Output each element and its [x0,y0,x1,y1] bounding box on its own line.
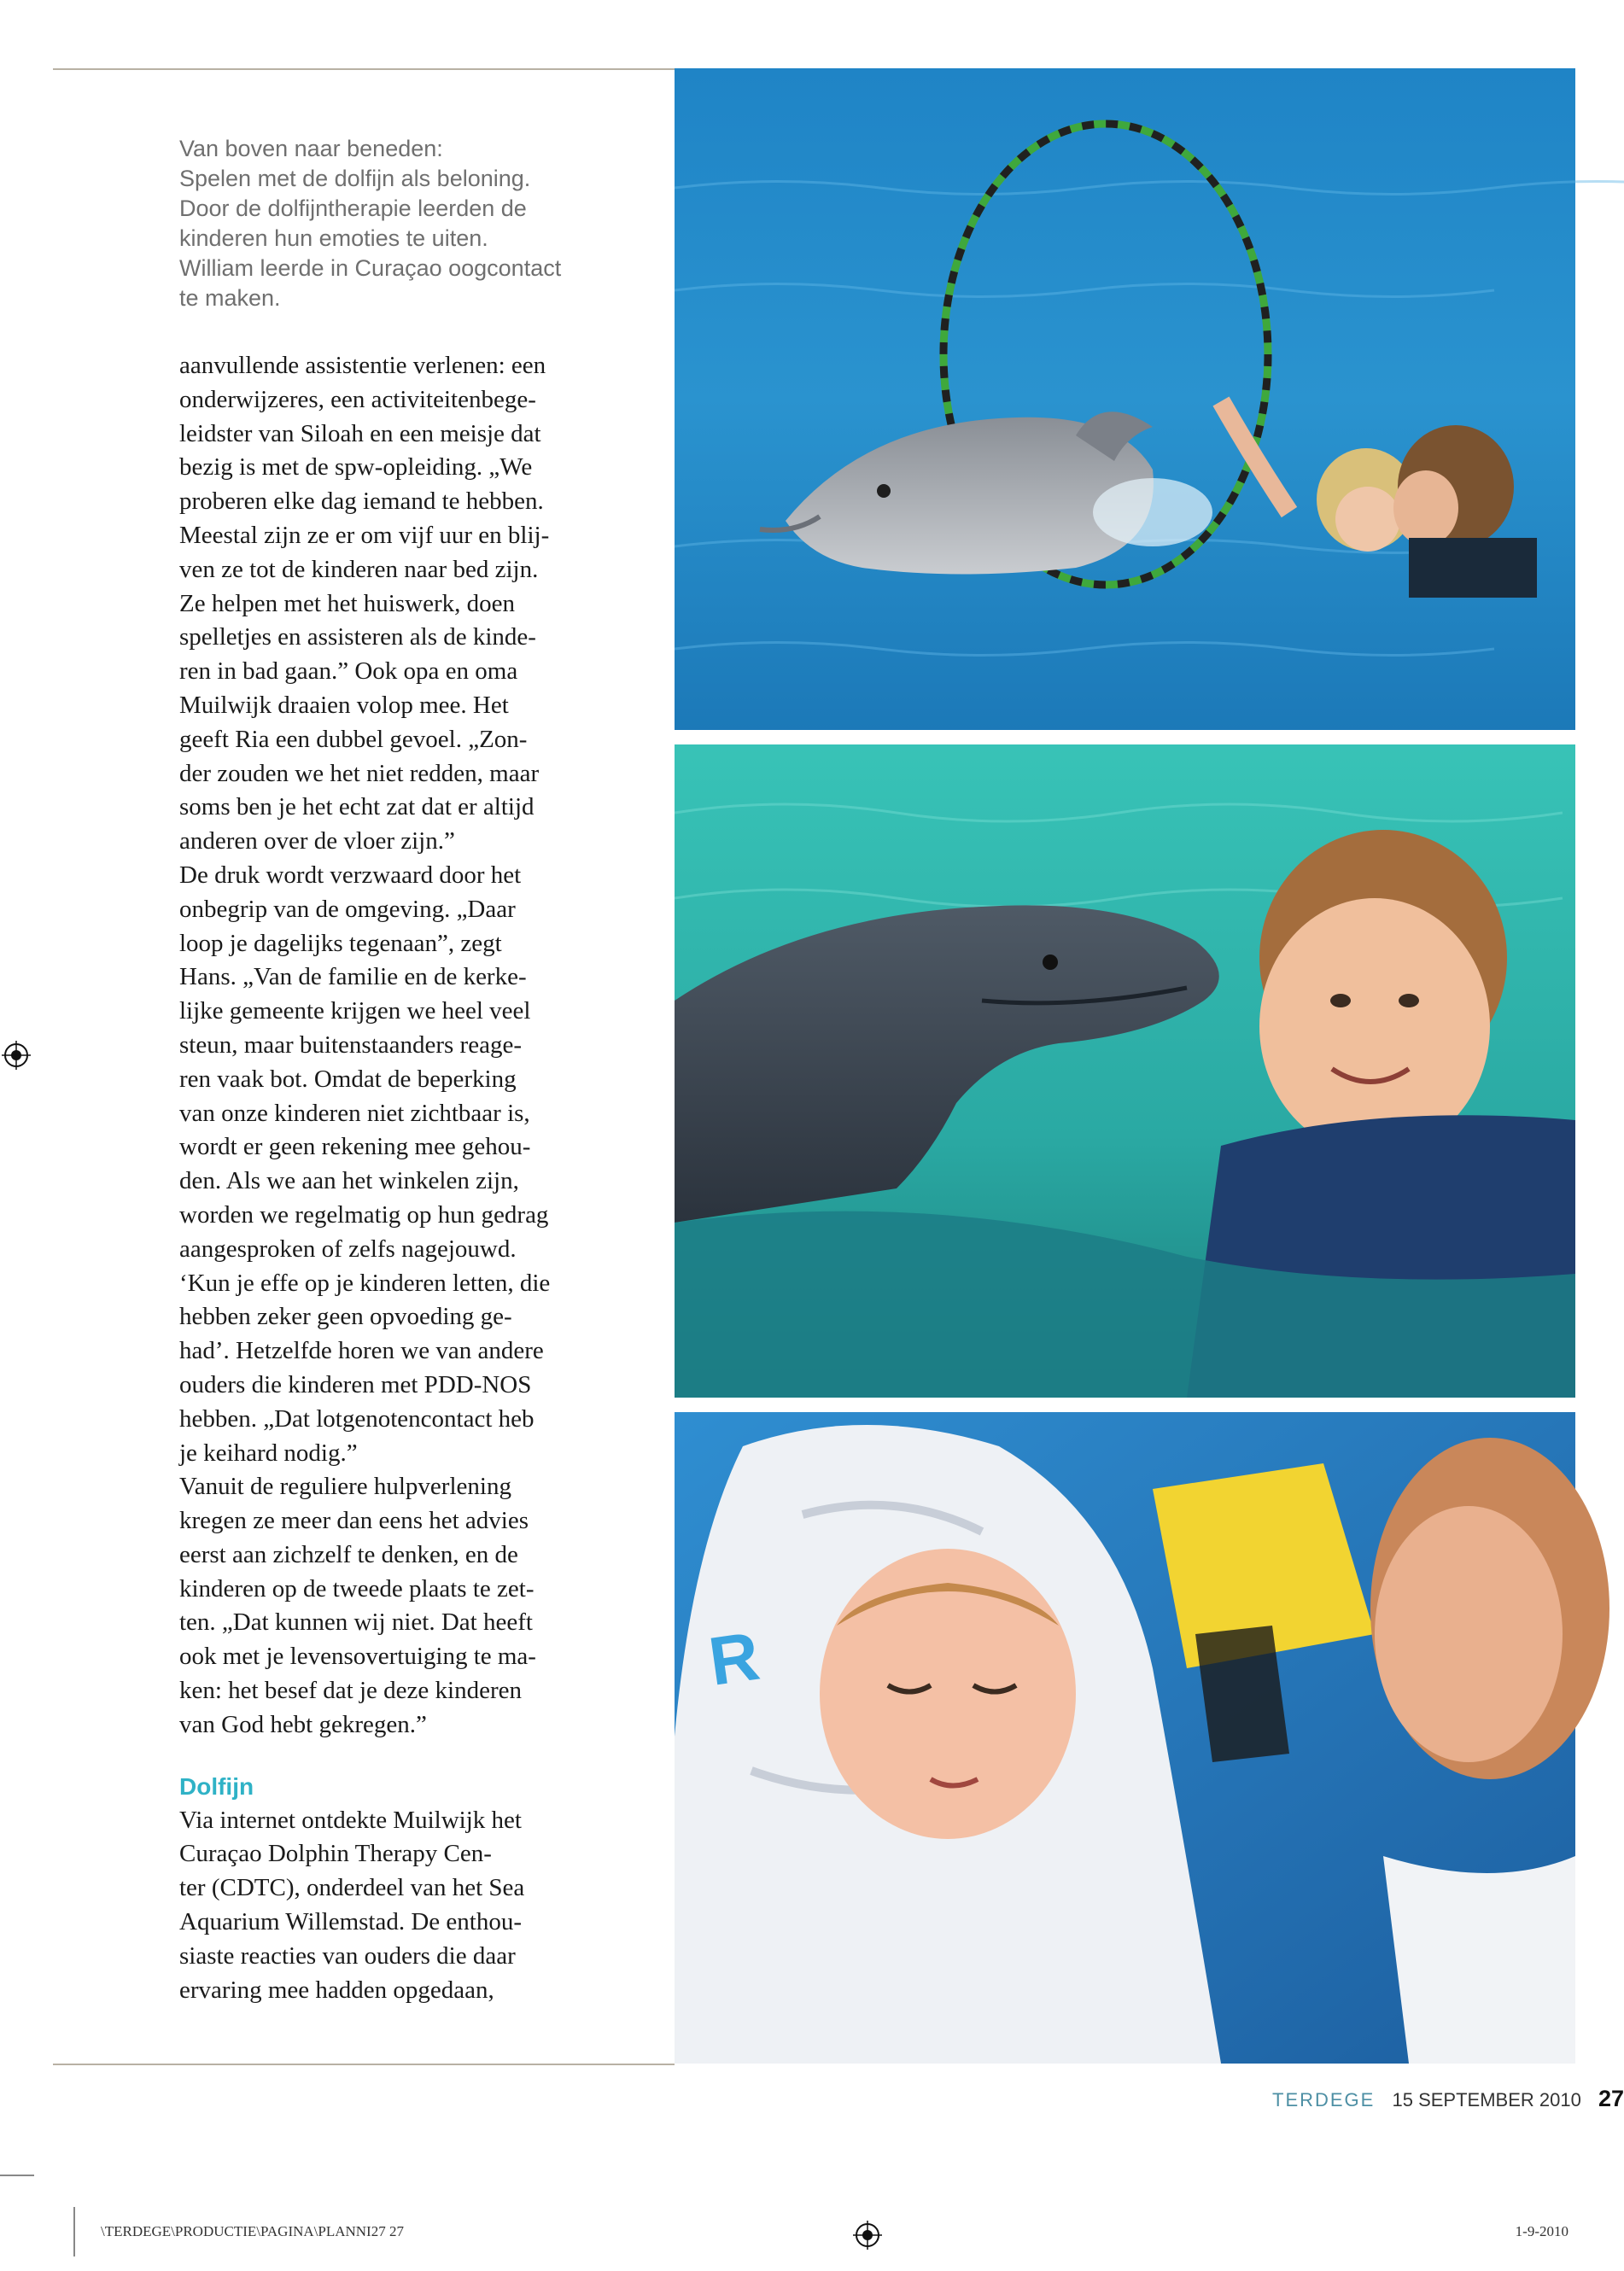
article-line: ren in bad gaan.” Ook opa en oma [179,657,518,686]
article-line: eerst aan zichzelf te denken, en de [179,1540,518,1568]
magazine-name: TERDEGE [1272,2089,1376,2110]
article-line: ten. „Dat kunnen wij niet. Dat heeft [179,1608,533,1637]
article-line: spelletjes en assisteren als de kinde- [179,623,536,651]
article-line: onderwijzeres, een activiteitenbege- [179,385,536,413]
section-subheading: Dolfijn [179,1772,254,1800]
article-line: steun, maar buitenstaanders reage- [179,1030,522,1059]
article-line: proberen elke dag iemand te hebben. [179,487,544,516]
article-line: De druk wordt verzwaard door het [179,861,522,889]
slug-date: 1-9-2010 [1515,2223,1569,2239]
article-line: ven ze tot de kinderen naar bed zijn. [179,555,539,583]
article-line: ren vaak bot. Omdat de beperking [179,1065,517,1093]
article-line: ‘Kun je effe op je kinderen letten, die [179,1269,551,1297]
registration-mark-icon [853,2221,882,2250]
photo-boy-dolphin [675,744,1575,1398]
article-line: anderen over de vloer zijn.” [179,827,455,855]
article-line: kregen ze meer dan eens het advies [179,1507,529,1535]
article-line: Vanuit de reguliere hulpverlening [179,1473,511,1501]
article-line: den. Als we aan het winkelen zijn, [179,1167,519,1195]
article-line: loop je dagelijks tegenaan”, zegt [179,929,502,957]
caption-line: te maken. [179,285,281,311]
crop-mark [73,2207,75,2256]
article-line: soms ben je het echt zat dat er altijd [179,793,535,821]
article-line: van God hebt gekregen.” [179,1710,427,1738]
issue-date: 15 SEPTEMBER 2010 [1392,2089,1581,2110]
article-line: ook met je levensovertuiging te ma- [179,1643,536,1671]
article-line: hebben zeker geen opvoeding ge- [179,1303,512,1331]
article-line: ken: het besef dat je deze kinderen [179,1677,522,1705]
article-line: Curaçao Dolphin Therapy Cen- [179,1840,492,1868]
article-line: ter (CDTC), onderdeel van het Sea [179,1874,525,1902]
article-line: lijke gemeente krijgen we heel veel [179,997,531,1025]
photo-child-towel [675,1412,1575,2064]
boy-dolphin-illustration [675,744,1575,1398]
article-line: aangesproken of zelfs nagejouwd. [179,1235,517,1263]
caption-line: Van boven naar beneden: [179,136,443,161]
article-line: had’. Hetzelfde horen we van andere [179,1337,544,1365]
article-line: siaste reacties van ouders die daar [179,1941,516,1970]
article-line: Via internet ontdekte Muilwijk het [179,1806,522,1834]
crop-mark [0,2175,34,2176]
page-number: 27 [1598,2086,1624,2111]
article-line: hebben. „Dat lotgenotencontact heb [179,1404,535,1433]
caption-line: Spelen met de dolfijn als beloning. [179,166,531,191]
article-line: kinderen op de tweede plaats te zet- [179,1574,535,1603]
article-body [179,349,623,2007]
article-line: der zouden we het niet redden, maar [179,759,540,787]
dolphin-hoop-illustration [675,68,1575,730]
caption-line: William leerde in Curaçao oogcontact [179,255,562,281]
article-line: leidster van Siloah en een meisje dat [179,419,541,447]
article-line: aanvullende assistentie verlenen: een [179,352,546,379]
article-line: ervaring mee hadden opgedaan, [179,1976,494,2004]
article-line: worden we regelmatig op hun gedrag [179,1200,549,1229]
article-line: geeft Ria een dubbel gevoel. „Zon- [179,725,528,753]
article-line: bezig is met de spw-opleiding. „We [179,453,533,482]
bottom-rule [53,2064,675,2065]
photo-dolphin-hoop [675,68,1575,730]
child-towel-illustration [675,1412,1575,2064]
slug-file-path: \TERDEGE\PRODUCTIE\PAGINA\PLANNI27 27 [101,2223,404,2239]
article-line: van onze kinderen niet zichtbaar is, [179,1099,530,1127]
svg-text:R: R [704,1617,764,1700]
caption-line: Door de dolfijntherapie leerden de [179,196,527,221]
article-line: Hans. „Van de familie en de kerke- [179,963,527,991]
article-line: ouders die kinderen met PDD-NOS [179,1370,532,1398]
article-line: je keihard nodig.” [179,1439,358,1467]
article-line: wordt er geen rekening mee gehou- [179,1133,531,1161]
article-line: Ze helpen met het huiswerk, doen [179,589,515,617]
article-line: Meestal zijn ze er om vijf uur en blij- [179,521,550,549]
registration-mark-icon [2,1041,31,1070]
page-footer [1272,2084,1624,2113]
article-line: onbegrip van de omgeving. „Daar [179,895,516,923]
caption-line: kinderen hun emoties te uiten. [179,225,488,251]
article-line: Aquarium Willemstad. De enthou- [179,1908,522,1936]
photo-caption [179,134,615,313]
article-line: Muilwijk draaien volop mee. Het [179,691,509,719]
